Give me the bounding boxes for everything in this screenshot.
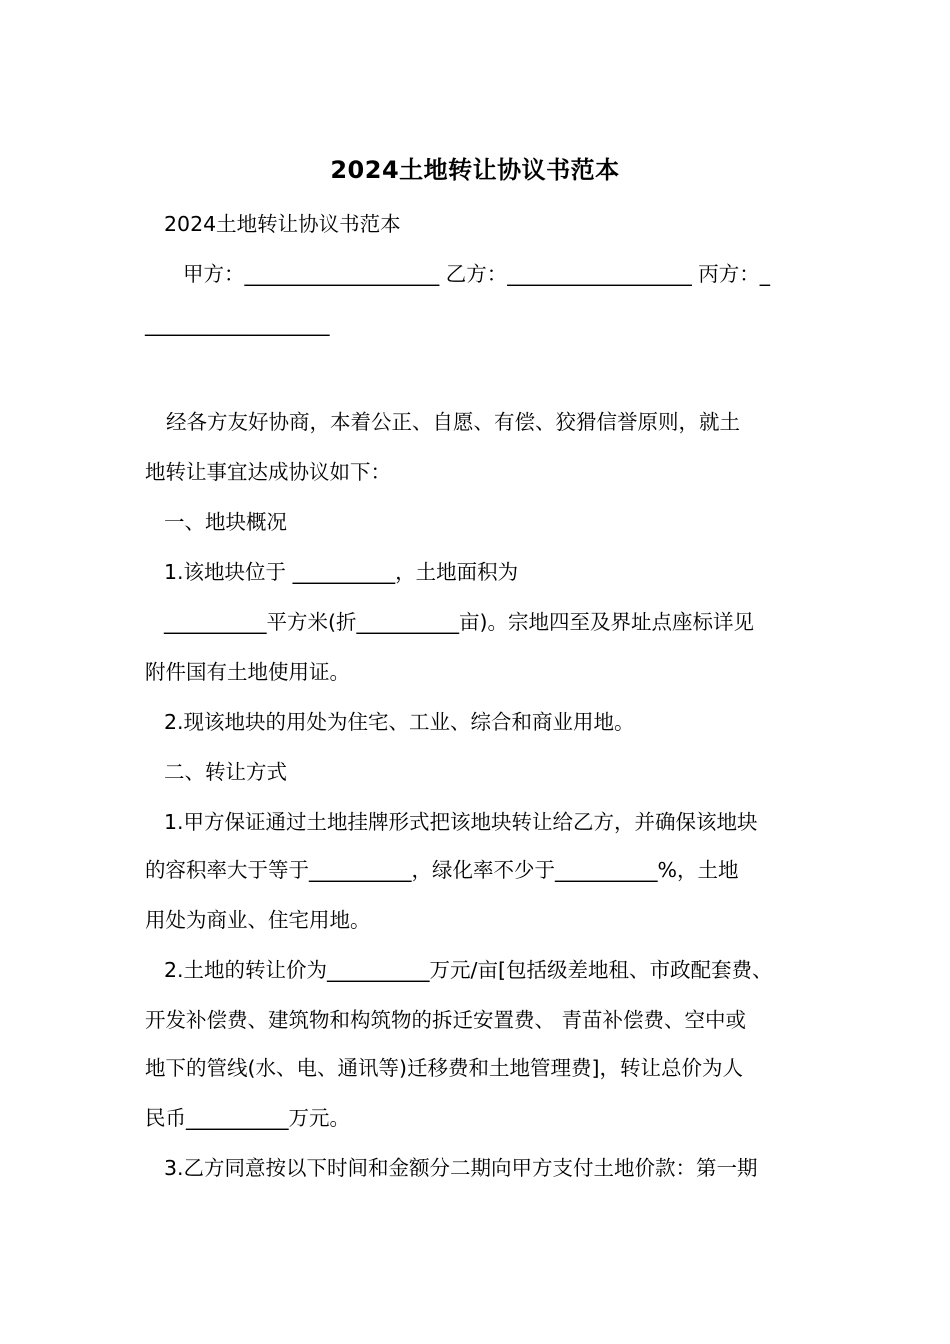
body-line: 附件国有土地使用证。	[145, 660, 350, 684]
body-line: 2.现该地块的用处为住宅、工业、综合和商业用地。	[164, 710, 635, 734]
body-line: 地下的管线(水、电、通讯等)迁移费和土地管理费]，转让总价为人	[145, 1056, 743, 1080]
body-line: 3.乙方同意按以下时间和金额分二期向甲方支付土地价款：第一期	[164, 1156, 758, 1180]
body-line: 的容积率大于等于__________，绿化率不少于__________%，土地	[145, 858, 739, 882]
section-heading: 一、地块概况	[164, 510, 287, 534]
body-line: 2.土地的转让价为__________万元/亩[包括级差地租、市政配套费、	[164, 958, 773, 982]
body-line: __________平方米(折__________亩)。宗地四至及界址点座标详见	[164, 610, 754, 634]
body-line: 用处为商业、住宅用地。	[145, 908, 371, 932]
body-line: 经各方友好协商，本着公正、自愿、有偿、狡猾信誉原则，就土	[166, 410, 740, 434]
section-heading: 二、转让方式	[164, 760, 287, 784]
document-title: 2024土地转让协议书范本	[330, 156, 620, 184]
document-subtitle: 2024土地转让协议书范本	[164, 212, 401, 236]
body-line: 1.该地块位于 __________，土地面积为	[164, 560, 519, 584]
body-line: 1.甲方保证通过土地挂牌形式把该地块转让给乙方，并确保该地块	[164, 810, 758, 834]
body-line: 地转让事宜达成协议如下：	[145, 460, 391, 484]
parties-line: 甲方：___________________ 乙方：__________________ 丙方：_	[183, 262, 771, 286]
parties-line-continued: __________________	[145, 312, 330, 336]
body-line: 开发补偿费、建筑物和构筑物的拆迁安置费、 青苗补偿费、空中或	[145, 1008, 747, 1032]
body-line: 民币__________万元。	[145, 1106, 350, 1130]
